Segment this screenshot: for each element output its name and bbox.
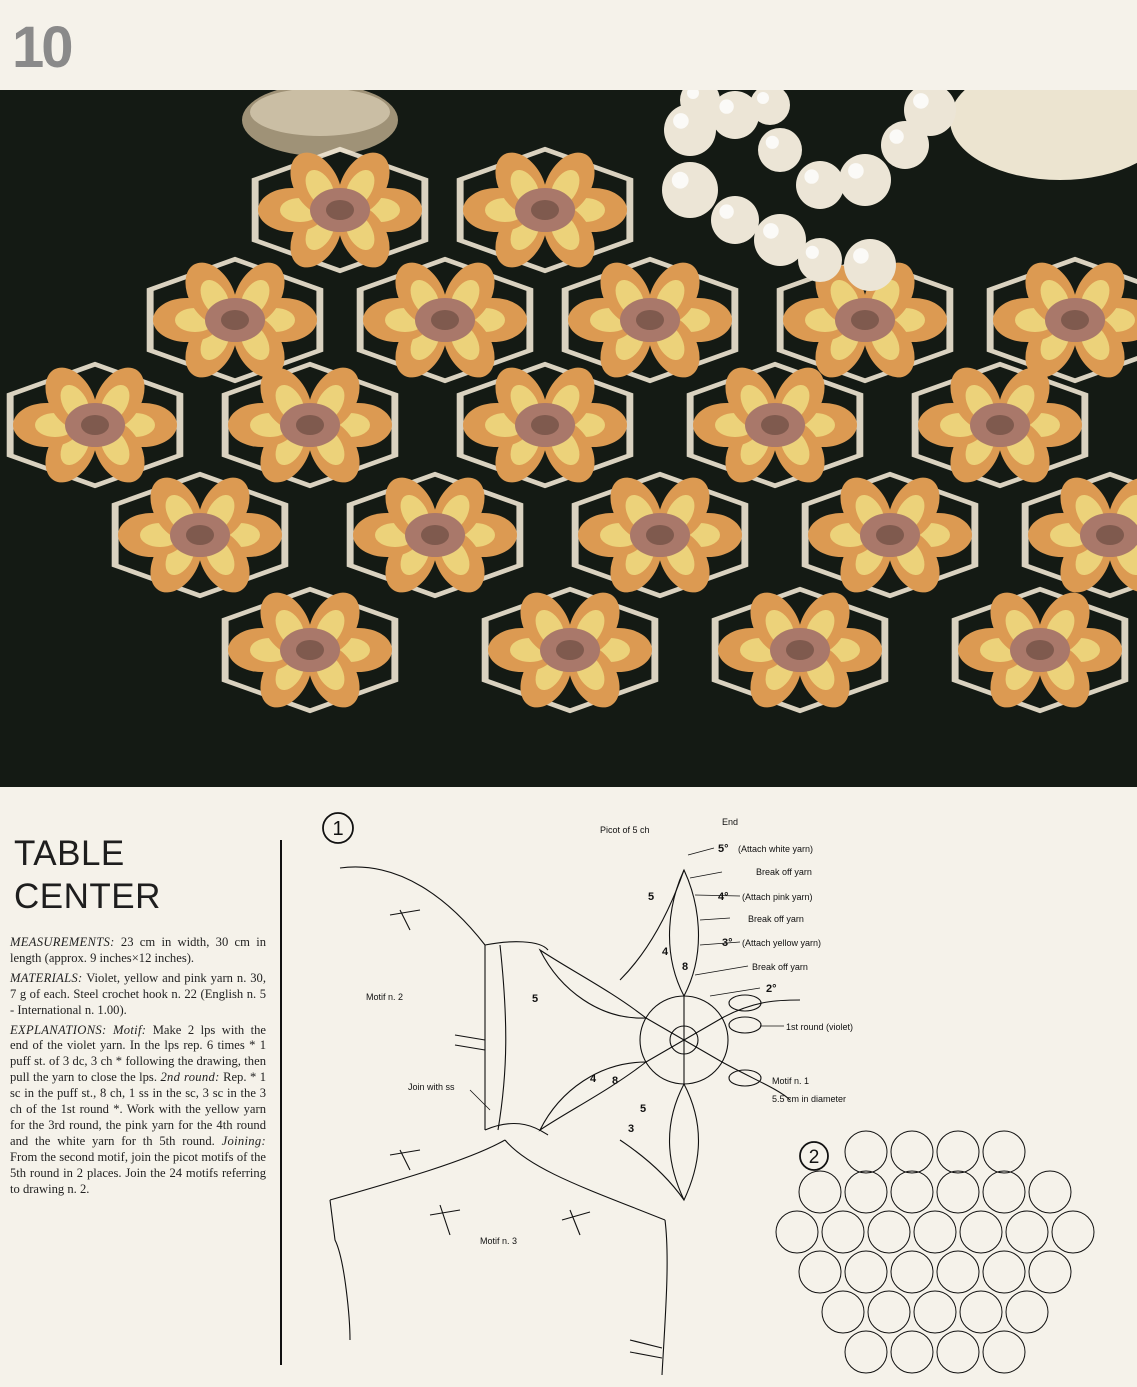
layout-motif <box>891 1331 933 1373</box>
label-round-4: 4° <box>718 891 729 903</box>
explanations-label: EXPLANATIONS: <box>10 1022 107 1037</box>
layout-motif <box>1029 1251 1071 1293</box>
motif-2-chart <box>340 867 548 1170</box>
measurements-label: MEASUREMENTS: <box>10 935 115 949</box>
layout-motif <box>891 1251 933 1293</box>
pearl-highlight <box>763 223 779 239</box>
layout-motif <box>983 1131 1025 1173</box>
title-line-1: TABLE <box>14 834 125 873</box>
label-round-1: 1st round (violet) <box>786 1022 854 1032</box>
pearl <box>844 239 896 291</box>
label-end: End <box>722 817 739 827</box>
layout-motif <box>822 1211 864 1253</box>
layout-motif <box>776 1211 818 1253</box>
page-number: 10 <box>12 15 71 80</box>
pearl-highlight <box>806 246 819 259</box>
label-motif-3: Motif n. 3 <box>480 1236 518 1246</box>
layout-motif <box>914 1211 956 1253</box>
pearl-highlight <box>804 169 818 183</box>
materials-paragraph <box>10 971 266 1019</box>
pearl-highlight <box>766 136 779 149</box>
label-motif-2: Motif n. 2 <box>366 992 404 1002</box>
explanations-paragraph <box>10 1023 266 1198</box>
label-attach-yellow: (Attach yellow yarn) <box>742 938 822 948</box>
pearl-highlight <box>672 172 689 189</box>
layout-motif <box>937 1131 979 1173</box>
label-diameter: 5.5 cm in diameter <box>772 1094 847 1104</box>
layout-motif <box>891 1171 933 1213</box>
layout-motif <box>1006 1291 1048 1333</box>
numeral-3: 3 <box>628 1123 635 1135</box>
numeral-4-b: 4 <box>590 1073 597 1085</box>
pearl-highlight <box>913 93 929 109</box>
layout-motif <box>1029 1171 1071 1213</box>
label-motif-1: Motif n. 1 <box>772 1076 810 1086</box>
pearl <box>662 162 718 218</box>
materials-text: Violet, yellow and pink yarn n. 30, 7 g of each. Steel crochet hook n. 22 (English n. 5 - International n. 1.00). <box>10 970 266 1017</box>
pearl-highlight <box>848 163 864 179</box>
label-round-5: 5° <box>718 843 729 855</box>
layout-motif <box>868 1211 910 1253</box>
layout-motif <box>845 1131 887 1173</box>
layout-motif <box>845 1331 887 1373</box>
joining-label: Joining: <box>221 1133 266 1148</box>
layout-motif <box>983 1331 1025 1373</box>
numeral-5-c: 5 <box>640 1103 647 1115</box>
materials-label: MATERIALS: <box>10 970 83 985</box>
instructions <box>10 935 266 1202</box>
layout-motif <box>937 1331 979 1373</box>
label-round-3: 3° <box>722 937 733 949</box>
measurements-text: 23 cm in width, 30 cm in length (approx. 9 inches×12 inches). <box>10 935 266 965</box>
label-picot: Picot of 5 ch <box>600 825 650 835</box>
layout-motif <box>868 1291 910 1333</box>
figure-1-number: 1 <box>332 818 344 840</box>
label-attach-white: (Attach white yarn) <box>738 844 814 854</box>
layout-motif <box>799 1251 841 1293</box>
layout-motif <box>1052 1211 1094 1253</box>
layout-motif <box>845 1251 887 1293</box>
layout-motif <box>845 1171 887 1213</box>
pearl-highlight <box>889 129 903 143</box>
pearl <box>839 154 891 206</box>
pearl <box>796 161 844 209</box>
figure-2-number: 2 <box>808 1147 820 1168</box>
pearl-highlight <box>673 113 689 129</box>
column-divider <box>280 840 282 1365</box>
label-break-3: Break off yarn <box>752 962 808 972</box>
layout-motif <box>937 1251 979 1293</box>
layout-motif <box>960 1211 1002 1253</box>
layout-motif <box>1006 1211 1048 1253</box>
layout-motif <box>822 1291 864 1333</box>
pearl <box>711 196 759 244</box>
layout-motif <box>799 1171 841 1213</box>
label-attach-pink: (Attach pink yarn) <box>742 892 813 902</box>
pearl-highlight <box>719 204 733 218</box>
motif-3-chart <box>330 1140 667 1375</box>
measurements-paragraph <box>10 935 266 967</box>
page-title <box>14 832 264 918</box>
layout-motif <box>914 1291 956 1333</box>
pearl-highlight <box>719 99 733 113</box>
numeral-4-a: 4 <box>662 946 669 958</box>
numeral-8-b: 8 <box>612 1075 619 1087</box>
round2-text: Rep. * 1 sc in the puff st., 8 ch, 1 ss in the sc, 3 sc in the 3 ch of the 1st round *. Work with the yellow yarn for the 3rd round, the pink yarn for the 4th round and the white yarn for th 5th round. <box>10 1070 266 1148</box>
figure-1-badge <box>323 813 353 843</box>
pearl <box>758 128 802 172</box>
label-join: Join with ss <box>408 1082 455 1092</box>
layout-motif <box>891 1131 933 1173</box>
doily-photo <box>0 90 1137 787</box>
pearl <box>798 238 842 282</box>
pearl-highlight <box>853 248 869 264</box>
layout-motif <box>937 1171 979 1213</box>
layout-motif <box>983 1251 1025 1293</box>
numeral-5-a: 5 <box>648 891 655 903</box>
round2-label: 2nd round: <box>160 1070 220 1085</box>
motif-text: Make 2 lps with the end of the violet yarn. In the lps rep. 6 times * 1 puff st. of 3 dc, 3 ch * following the drawing, then pull the yarn to close the lps. <box>10 1022 266 1085</box>
label-break-2: Break off yarn <box>748 914 804 924</box>
joining-text: From the second motif, join the picot motifs of the 5th round in 2 places. Join the 24 motifs referring to drawing n. 2. <box>10 1149 266 1196</box>
numeral-5-b: 5 <box>532 993 539 1005</box>
title-line-2: CENTER <box>14 877 161 916</box>
label-break-1: Break off yarn <box>756 867 812 877</box>
numeral-8-a: 8 <box>682 961 689 973</box>
crochet-diagram <box>290 800 1137 1385</box>
pearl-highlight <box>757 92 769 104</box>
label-round-2: 2° <box>766 983 777 995</box>
figure-2-badge <box>800 1142 828 1170</box>
motif-label: Motif: <box>112 1022 147 1037</box>
layout-motif <box>983 1171 1025 1213</box>
layout-motif <box>960 1291 1002 1333</box>
